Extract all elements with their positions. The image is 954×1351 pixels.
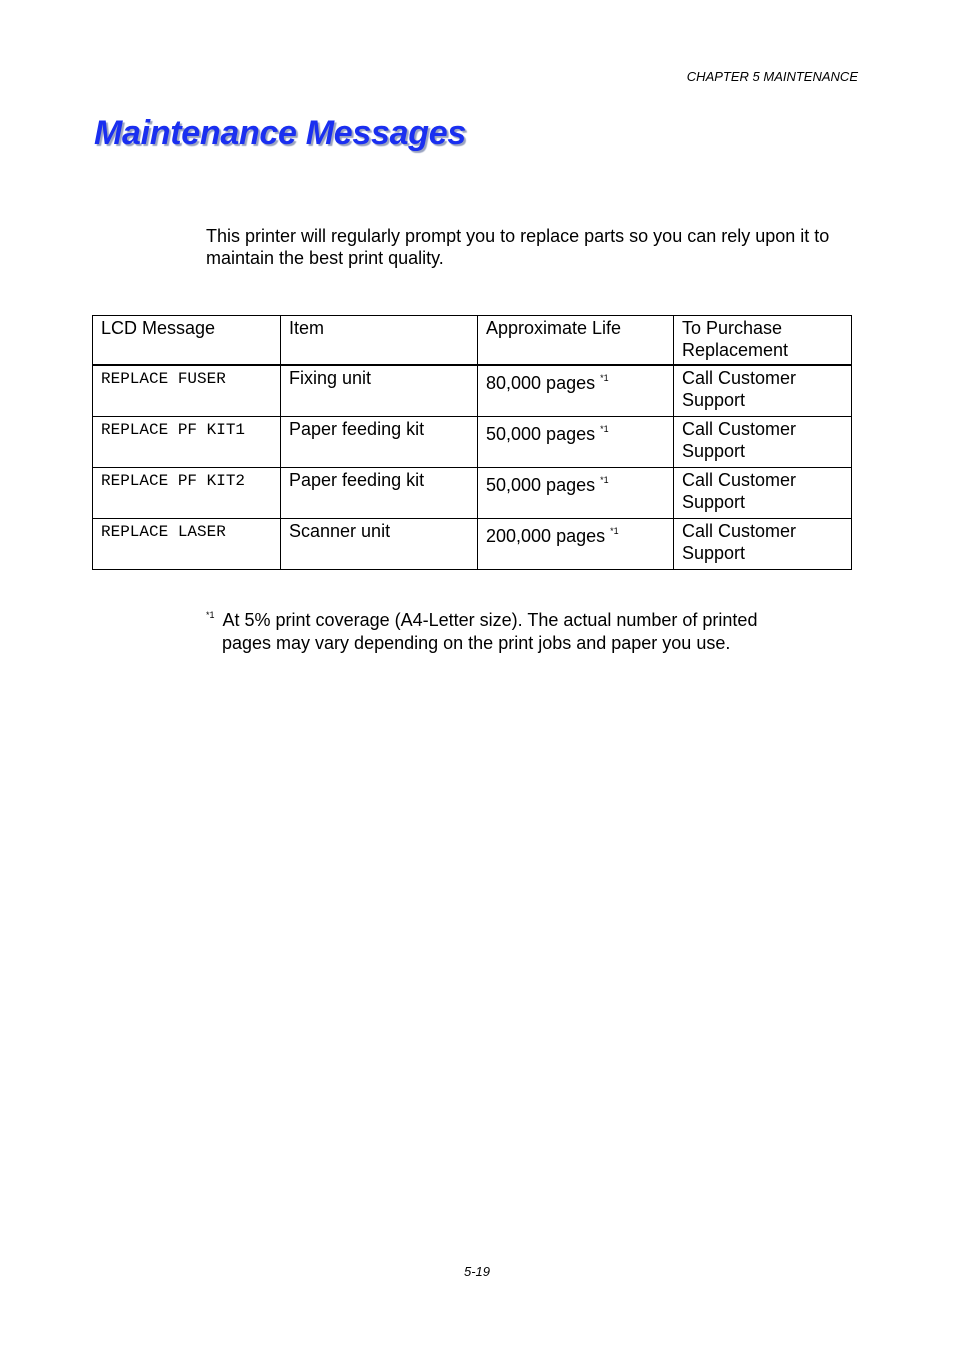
table-row bbox=[93, 519, 852, 570]
table-row bbox=[93, 468, 852, 519]
column-header-approximate-life: Approximate Life bbox=[478, 316, 674, 366]
life-value: 50,000 pages bbox=[486, 475, 596, 495]
footnote-reference: *1 bbox=[600, 424, 609, 434]
chapter-header: CHAPTER 5 MAINTENANCE bbox=[686, 69, 858, 84]
table-row bbox=[93, 365, 852, 417]
intro-paragraph: This printer will regularly prompt you to replace parts so you can rely upon it to maintain the best print quality. bbox=[206, 226, 830, 268]
lcd-message-cell: REPLACE PF KIT1 bbox=[93, 417, 281, 468]
life-cell bbox=[478, 365, 674, 417]
life-cell bbox=[478, 519, 674, 570]
column-header-item: Item bbox=[281, 316, 478, 366]
life-value: 50,000 pages bbox=[486, 424, 596, 444]
page-number: 5-19 bbox=[464, 1264, 491, 1279]
lcd-message-cell: REPLACE FUSER bbox=[93, 365, 281, 417]
life-cell bbox=[478, 468, 674, 519]
life-value: 200,000 pages bbox=[486, 526, 606, 546]
purchase-cell: Call Customer Support bbox=[674, 417, 852, 468]
purchase-cell: Call Customer Support bbox=[674, 365, 852, 417]
item-cell: Scanner unit bbox=[281, 519, 478, 570]
column-header-to-purchase-replacement: To Purchase Replacement bbox=[674, 316, 852, 366]
purchase-cell: Call Customer Support bbox=[674, 468, 852, 519]
maintenance-messages-table bbox=[92, 315, 852, 570]
item-cell: Fixing unit bbox=[281, 365, 478, 417]
lcd-message-cell: REPLACE PF KIT2 bbox=[93, 468, 281, 519]
item-cell: Paper feeding kit bbox=[281, 417, 478, 468]
item-cell: Paper feeding kit bbox=[281, 468, 478, 519]
footnote-reference: *1 bbox=[610, 526, 619, 536]
life-value: 80,000 pages bbox=[486, 373, 596, 393]
column-header-lcd-message: LCD Message bbox=[93, 316, 281, 366]
purchase-cell: Call Customer Support bbox=[674, 519, 852, 570]
life-cell bbox=[478, 417, 674, 468]
table-row bbox=[93, 417, 852, 468]
table-header-row bbox=[93, 316, 852, 366]
footnote-reference: *1 bbox=[600, 373, 609, 383]
lcd-message-cell: REPLACE LASER bbox=[93, 519, 281, 570]
footnote-line-2: pages may vary depending on the print jobs and paper you use. bbox=[222, 633, 731, 653]
footnote-mark: *1 bbox=[206, 610, 215, 620]
page-title: Maintenance Messages bbox=[94, 114, 466, 152]
footnote-reference: *1 bbox=[600, 475, 609, 485]
footnote-line-1: At 5% print coverage (A4-Letter size). The actual number of printed bbox=[222, 610, 758, 630]
footnote bbox=[206, 604, 826, 655]
